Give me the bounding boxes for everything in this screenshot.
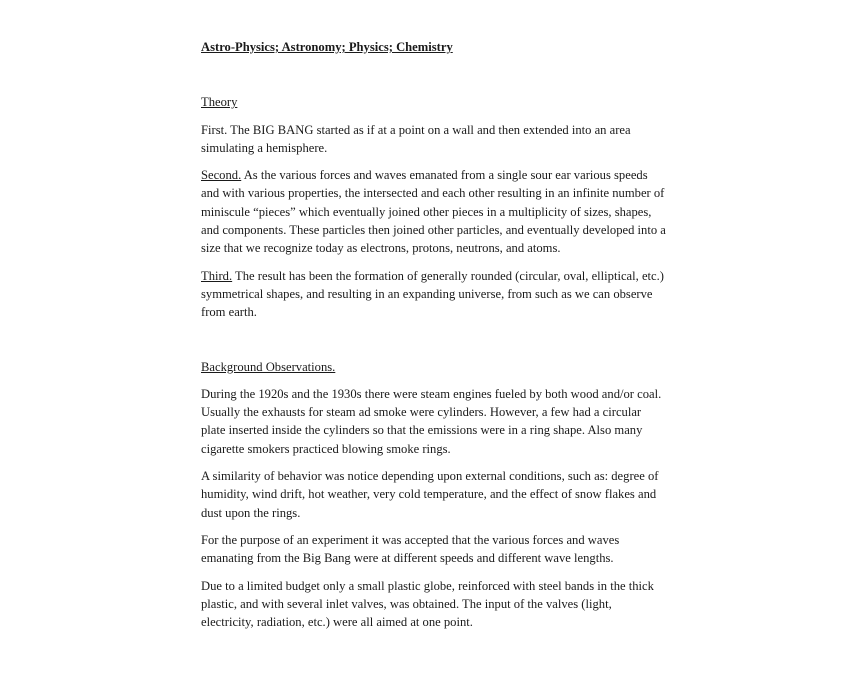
background-paragraph: Due to a limited budget only a small plastic globe, reinforced with steel bands in the thick plastic, and with several inlet valves, was obtained. The input of the valves (light, electricity, radiation, etc.) were all aimed at one point. — [201, 578, 654, 630]
theory-second-paragraph — [201, 166, 667, 257]
theory-third-paragraph — [201, 267, 667, 322]
background-heading: Background Observations. — [201, 359, 336, 374]
background-paragraph: A similarity of behavior was notice depending upon external conditions, such as: degree of humidity, wind drift, hot weather, very cold temperature, and the effect of snow flakes and dust upon the rings. — [201, 469, 659, 520]
document-title: Astro-Physics; Astronomy; Physics; Chemistry — [201, 40, 453, 54]
third-text: The result has been the formation of generally rounded (circular, oval, elliptical, etc.) symmetrical shapes, and resulting in an expanding universe, from such as we can observe from earth. — [201, 268, 664, 320]
second-text: As the various forces and waves emanated from a single sour ear various speeds and with various properties, the intersected and each other resulting in an infinite number of miniscule “pieces” which eventually joined other pieces in a multiplicity of sizes, shapes, and components. These particles then joined other particles, and eventually developed into a size that we recognize today as electrons, protons, neutrons, and atoms. — [201, 168, 666, 256]
document-body — [201, 38, 667, 631]
theory-heading: Theory — [201, 95, 238, 110]
background-paragraph: During the 1920s and the 1930s there were steam engines fueled by both wood and/or coal. Usually the exhausts for steam ad smoke were cylinders. However, a few had a circular plate inserted inside the cylinders so that the emissions were in a ring shape. Also many cigarette smokers practiced blowing smoke rings. — [201, 386, 662, 456]
theory-first-paragraph: First. The BIG BANG started as if at a point on a wall and then extended into an area simulating a hemisphere. — [201, 122, 631, 155]
background-paragraph: For the purpose of an experiment it was accepted that the various forces and waves emanating from the Big Bang were at different speeds and different wave lengths. — [201, 532, 620, 566]
third-label: Third. — [201, 268, 233, 283]
second-label: Second. — [201, 168, 242, 183]
